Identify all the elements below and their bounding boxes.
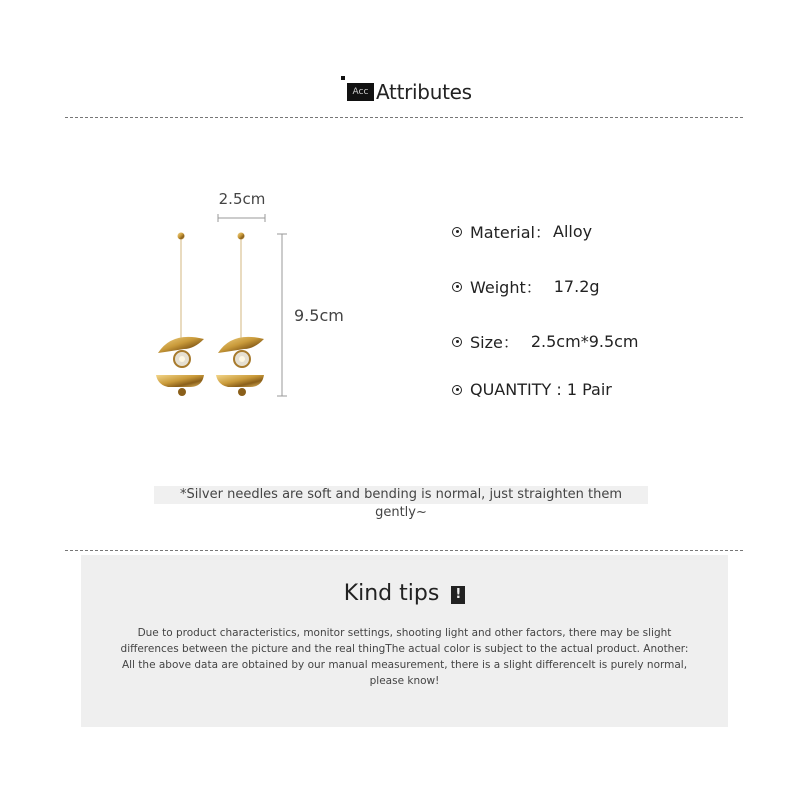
spec-value: 17.2g xyxy=(553,277,600,296)
spec-label: Weight： xyxy=(470,278,542,297)
spec-quantity xyxy=(452,380,612,399)
divider-bottom xyxy=(65,550,743,551)
spec-material xyxy=(452,220,592,243)
kind-tips-heading xyxy=(81,581,728,606)
attributes-header xyxy=(0,76,800,108)
bullet-icon xyxy=(452,385,462,395)
page-title: Attributes xyxy=(376,80,472,104)
exclamation-icon: ! xyxy=(451,586,465,604)
earrings-image xyxy=(150,225,270,405)
kind-tips-title: Kind tips xyxy=(343,581,440,606)
care-note: *Silver needles are soft and bending is normal, just straighten them gently~ xyxy=(154,486,648,504)
kind-tips-panel xyxy=(81,555,728,727)
earring-right xyxy=(216,233,264,397)
divider-top xyxy=(65,117,743,118)
acc-badge: Acc xyxy=(347,83,374,101)
spec-label: QUANTITY : 1 Pair xyxy=(470,380,612,399)
spec-value: 2.5cm*9.5cm xyxy=(530,332,639,351)
header-dot xyxy=(341,76,345,80)
kind-tips-text: Due to product characteristics, monitor settings, shooting light and other factors, there may be slight differences between the picture and the real thingThe actual color is subject to the actual product. Another: All the above data are obtained by our manual measurement, there is a slight differenceIt is purely normal, please know! xyxy=(120,627,689,687)
spec-size xyxy=(452,330,639,353)
bullet-icon xyxy=(452,227,462,237)
bullet-icon xyxy=(452,282,462,292)
spec-weight xyxy=(452,275,600,298)
bullet-icon xyxy=(452,337,462,347)
height-label: 9.5cm xyxy=(294,306,344,325)
spec-value: Alloy xyxy=(553,222,593,241)
spec-label: Size： xyxy=(470,333,519,352)
height-dimension-line xyxy=(272,228,292,404)
spec-label: Material： xyxy=(470,223,552,242)
earring-left xyxy=(156,233,204,397)
width-label: 2.5cm xyxy=(218,190,266,208)
